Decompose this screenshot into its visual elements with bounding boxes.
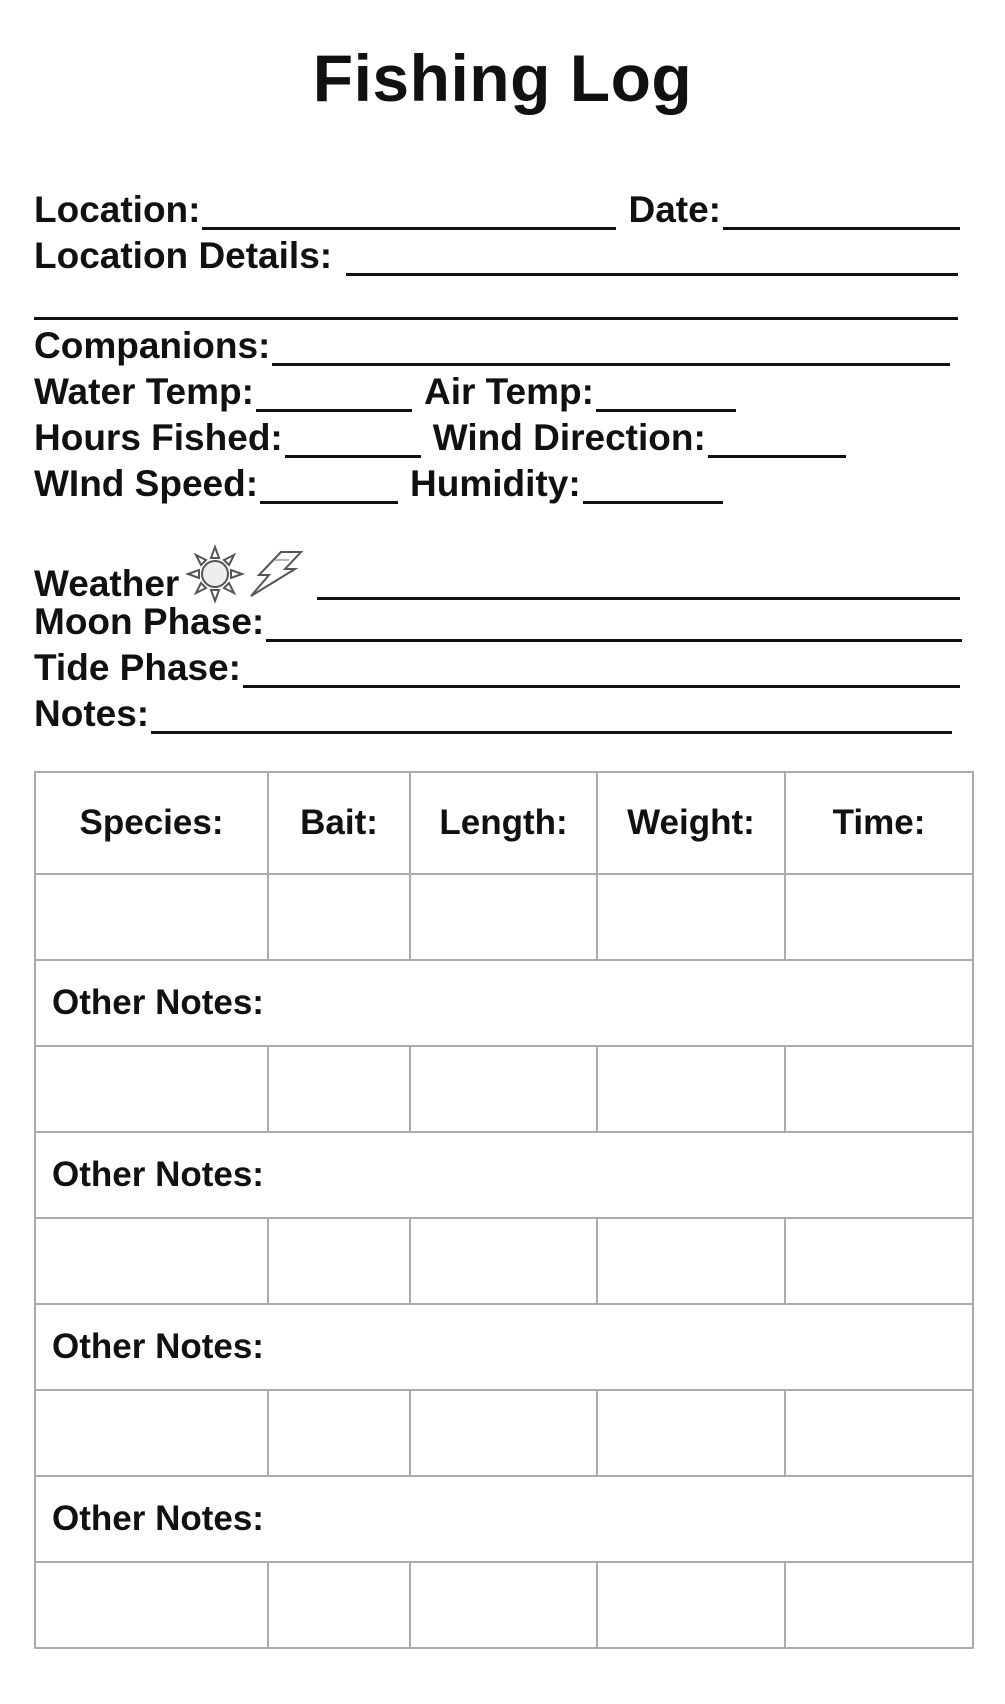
weather-icons xyxy=(185,544,303,604)
water-temp-label: Water Temp: xyxy=(34,371,254,412)
date-blank[interactable] xyxy=(723,193,960,230)
other-notes-row xyxy=(35,960,973,1046)
wind-speed-blank[interactable] xyxy=(260,467,398,504)
notes-blank[interactable] xyxy=(151,697,952,734)
companions-blank[interactable] xyxy=(272,329,950,366)
weight-cell[interactable] xyxy=(597,1218,785,1304)
moon-phase-blank[interactable] xyxy=(266,605,962,642)
page-title: Fishing Log xyxy=(312,41,693,115)
species-header: Species: xyxy=(35,772,268,874)
location-details-blank-2[interactable] xyxy=(34,283,958,320)
table-header-row xyxy=(35,772,973,874)
weather-blank[interactable] xyxy=(317,563,960,600)
time-header: Time: xyxy=(785,772,973,874)
wind-direction-blank[interactable] xyxy=(708,421,846,458)
location-details-continuation-row xyxy=(34,276,958,320)
bait-cell[interactable] xyxy=(268,1218,410,1304)
bait-cell[interactable] xyxy=(268,1390,410,1476)
length-cell[interactable] xyxy=(410,1218,597,1304)
other-notes-cell[interactable]: Other Notes: xyxy=(35,1132,973,1218)
bait-cell[interactable] xyxy=(268,874,410,960)
moon-phase-label: Moon Phase: xyxy=(34,601,265,642)
other-notes-row xyxy=(35,1476,973,1562)
bait-header: Bait: xyxy=(268,772,410,874)
length-header: Length: xyxy=(410,772,597,874)
water-temp-blank[interactable] xyxy=(256,375,412,412)
humidity-blank[interactable] xyxy=(583,467,723,504)
bait-cell[interactable] xyxy=(268,1046,410,1132)
tide-phase-blank[interactable] xyxy=(243,651,960,688)
tide-phase-label: Tide Phase: xyxy=(34,647,242,688)
tide-phase-row xyxy=(34,644,960,688)
table-row xyxy=(35,1390,973,1476)
table-row xyxy=(35,874,973,960)
time-cell[interactable] xyxy=(785,1046,973,1132)
table-row xyxy=(35,1046,973,1132)
species-cell[interactable] xyxy=(35,1562,268,1648)
weather-row xyxy=(34,552,960,604)
other-notes-cell[interactable]: Other Notes: xyxy=(35,1476,973,1562)
species-cell[interactable] xyxy=(35,1218,268,1304)
other-notes-cell[interactable]: Other Notes: xyxy=(35,1304,973,1390)
bait-cell[interactable] xyxy=(268,1562,410,1648)
species-cell[interactable] xyxy=(35,1390,268,1476)
sun-icon xyxy=(185,544,245,604)
lightning-icon xyxy=(245,549,303,599)
location-date-row xyxy=(34,186,960,230)
species-cell[interactable] xyxy=(35,1046,268,1132)
notes-label: Notes: xyxy=(34,693,150,734)
weight-cell[interactable] xyxy=(597,1390,785,1476)
table-row xyxy=(35,1562,973,1648)
hours-fished-label: Hours Fished: xyxy=(34,417,283,458)
temperature-row xyxy=(34,368,736,412)
length-cell[interactable] xyxy=(410,874,597,960)
other-notes-cell[interactable]: Other Notes: xyxy=(35,960,973,1046)
date-label: Date: xyxy=(628,189,722,230)
companions-row xyxy=(34,322,950,366)
time-cell[interactable] xyxy=(785,1562,973,1648)
wind-speed-humidity-row xyxy=(34,460,723,504)
table-row xyxy=(35,1218,973,1304)
species-cell[interactable] xyxy=(35,874,268,960)
location-details-blank[interactable] xyxy=(346,239,958,276)
hours-wind-direction-row xyxy=(34,414,846,458)
time-cell[interactable] xyxy=(785,1218,973,1304)
moon-phase-row xyxy=(34,598,962,642)
wind-direction-label: Wind Direction: xyxy=(432,417,706,458)
wind-speed-label: WInd Speed: xyxy=(34,463,259,504)
length-cell[interactable] xyxy=(410,1390,597,1476)
time-cell[interactable] xyxy=(785,874,973,960)
weight-cell[interactable] xyxy=(597,874,785,960)
other-notes-row xyxy=(35,1304,973,1390)
air-temp-label: Air Temp: xyxy=(423,371,594,412)
weight-cell[interactable] xyxy=(597,1562,785,1648)
length-cell[interactable] xyxy=(410,1046,597,1132)
notes-row xyxy=(34,690,952,734)
location-details-label: Location Details: xyxy=(34,235,333,276)
weight-cell[interactable] xyxy=(597,1046,785,1132)
air-temp-blank[interactable] xyxy=(596,375,736,412)
weather-label: Weather xyxy=(34,563,180,604)
humidity-label: Humidity: xyxy=(410,463,581,504)
location-blank[interactable] xyxy=(202,193,616,230)
location-label: Location: xyxy=(34,189,201,230)
length-cell[interactable] xyxy=(410,1562,597,1648)
hours-fished-blank[interactable] xyxy=(285,421,421,458)
time-cell[interactable] xyxy=(785,1390,973,1476)
other-notes-row xyxy=(35,1132,973,1218)
catch-log-table xyxy=(34,771,974,1649)
location-details-row xyxy=(34,232,958,276)
weight-header: Weight: xyxy=(597,772,785,874)
companions-label: Companions: xyxy=(34,325,271,366)
